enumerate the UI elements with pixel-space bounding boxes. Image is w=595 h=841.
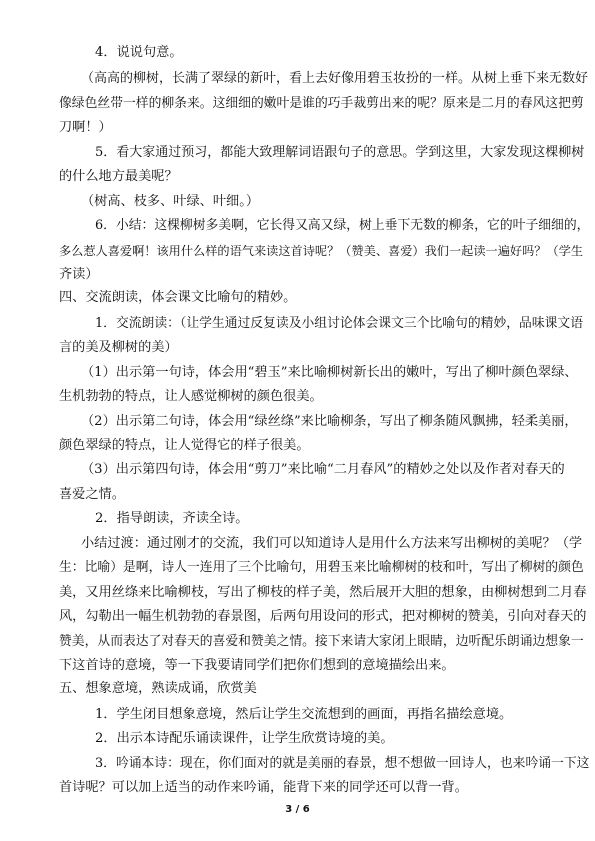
text-line: 生：比喻）是啊，诗人一连用了三个比喻句，用碧玉来比喻柳树的枝和叶，写出了柳树的颜色 bbox=[59, 560, 584, 575]
page-number: 3 / 6 bbox=[285, 804, 310, 815]
text-line: 颜色翠绿的特点，让人觉得它的样子很美。 bbox=[59, 438, 310, 453]
text-line: 5．看大家通过预习，都能大致理解词语跟句子的意思。学到这里，大家发现这棵柳树 bbox=[95, 145, 585, 160]
text-line: （树高、枝多、叶绿、叶细。） bbox=[81, 194, 260, 209]
text-line: （1）出示第一句诗，体会用“碧玉”来比喻柳树新长出的嫩叶，写出了柳叶颜色翠绿、 bbox=[81, 365, 578, 380]
text-line: 1．交流朗读：（让学生通过反复读及小组讨论体会课文三个比喻句的精妙，品味课文语 bbox=[95, 316, 584, 331]
text-line: （2）出示第二句诗，体会用“绿丝绦”来比喻柳条，写出了柳条随风飘拂，轻柔美丽， bbox=[81, 414, 578, 429]
text-line: 小结过渡：通过刚才的交流，我们可以知道诗人是用什么方法来写出柳树的美呢？（学 bbox=[81, 536, 583, 551]
text-line: 生机勃勃的特点，让人感觉柳树的颜色很美。 bbox=[59, 389, 323, 404]
section-heading: 四、交流朗读，体会课文比喻句的精妙。 bbox=[59, 290, 297, 305]
text-line: 齐读） bbox=[59, 267, 99, 282]
text-line: 2．出示本诗配乐诵读课件，让学生欣赏诗境的美。 bbox=[95, 731, 394, 746]
text-line: （高高的柳树，长满了翠绿的新叶，看上去好像用碧玉妆扮的一样。从树上垂下来无数好 bbox=[81, 71, 589, 86]
text-line: 风，勾勒出一幅生机勃勃的春景图，后两句用设问的形式，把对柳树的赞美，引向对春天的 bbox=[59, 609, 587, 624]
text-line: 刀啊！） bbox=[59, 120, 112, 135]
text-line: 1．学生闭目想象意境，然后让学生交流想到的画面，再指名描绘意境。 bbox=[95, 707, 513, 722]
text-line: 2．指导朗读，齐读全诗。 bbox=[95, 511, 249, 526]
text-line: 首诗呢？可以加上适当的动作来吟诵，能背下来的同学还可以背一背。 bbox=[59, 780, 468, 795]
text-line: 美，又用丝绦来比喻柳枝，写出了柳枝的样子美，然后展开大胆的想象，由柳树想到二月春 bbox=[59, 585, 587, 600]
text-line: 3．吟诵本诗：现在，你们面对的就是美丽的春景，想不想做一回诗人，也来吟诵一下这 bbox=[95, 756, 590, 771]
text-line: 多么惹人喜爱啊！该用什么样的语气来读这首诗呢？（赞美、喜爱）我们一起读一遍好吗？（学生 bbox=[59, 244, 584, 258]
text-line: 赞美，从而表达了对春天的喜爱和赞美之情。接下来请大家闭上眼睛，边听配乐朗诵边想象一 bbox=[59, 634, 584, 649]
text-line: 下这首诗的意境，等一下我要请同学们把你们想到的意境描绘出来。 bbox=[59, 658, 455, 673]
text-line: （3）出示第四句诗，体会用“剪刀”来比喻“二月春风”的精妙之处以及作者对春天的 bbox=[81, 462, 565, 477]
text-line: 6．小结：这棵柳树多美啊，它长得又高又绿，树上垂下无数的柳条，它的叶子细细的， bbox=[95, 218, 590, 233]
text-line: 像绿色丝带一样的柳条来。这细细的嫩叶是谁的巧手裁剪出来的呢？原来是二月的春风这把剪 bbox=[59, 96, 584, 111]
text-line: 4．说说句意。 bbox=[95, 45, 183, 60]
section-heading: 五、想象意境，熟读成诵，欣赏美 bbox=[59, 681, 257, 696]
text-line: 喜爱之情。 bbox=[59, 487, 125, 502]
text-line: 言的美及柳树的美） bbox=[59, 340, 178, 355]
text-line: 的什么地方最美呢？ bbox=[59, 169, 178, 184]
